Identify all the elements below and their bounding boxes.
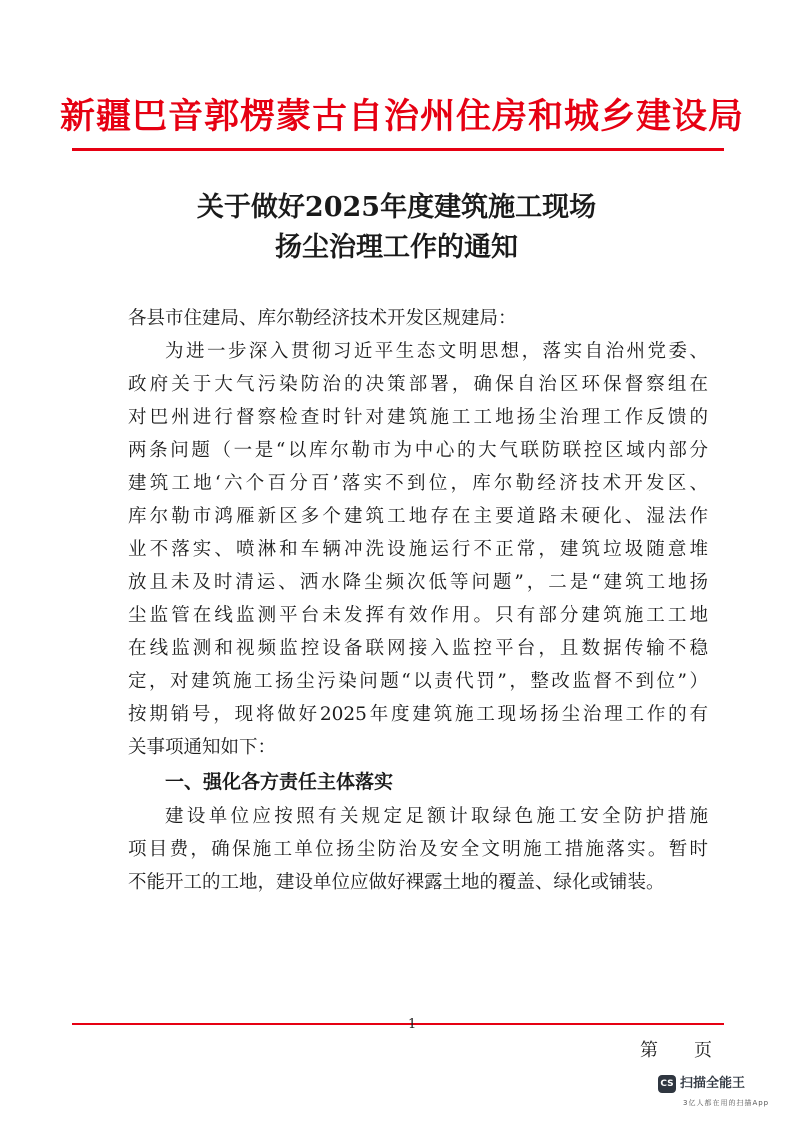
page-label <box>640 1036 712 1062</box>
paragraph-line: 为进一步深入贯彻习近平生态文明思想，落实自治州党委、 <box>165 341 708 362</box>
paragraph-line: 不能开工的工地，建设单位应做好裸露土地的覆盖、绿化或铺装。 <box>128 872 665 893</box>
paragraph-1 <box>128 335 708 764</box>
paragraph-line: 放且未及时清运、洒水降尘频次低等问题”，二是“建筑工地扬 <box>128 572 708 593</box>
paragraph-line: 对巴州进行督察检查时针对建筑施工工地扬尘治理工作反馈的 <box>128 407 708 428</box>
page-number: 1 <box>408 1017 417 1032</box>
paragraph-line: 关事项通知如下： <box>128 737 277 758</box>
scanner-tagline: 3亿人都在用的扫描App <box>683 1099 770 1107</box>
document-body <box>128 302 708 899</box>
header-red-rule <box>72 148 724 151</box>
camscanner-logo-icon: CS <box>658 1075 676 1093</box>
title-line-1: 关于做好2025年度建筑施工现场 <box>196 192 597 223</box>
scanner-app-name: 扫描全能王 <box>680 1076 746 1091</box>
paragraph-line: 在线监测和视频监控设备联网接入监控平台，且数据传输不稳 <box>128 638 708 659</box>
section-1-paragraph <box>128 800 708 899</box>
scanner-watermark <box>655 1074 785 1114</box>
paragraph-line: 按期销号，现将做好2025年度建筑施工现场扬尘治理工作的有 <box>128 704 708 725</box>
document-title <box>0 188 793 268</box>
paragraph-line: 项目费，确保施工单位扬尘防治及安全文明施工措施落实。暂时 <box>128 839 708 860</box>
salutation: 各县市住建局、库尔勒经济技术开发区规建局： <box>128 308 517 329</box>
paragraph-line: 两条问题（一是“以库尔勒市为中心的大气联防联控区域内部分 <box>128 440 708 461</box>
agency-header: 新疆巴音郭楞蒙古自治州住房和城乡建设局 <box>60 96 745 137</box>
paragraph-line: 库尔勒市鸿雁新区多个建筑工地存在主要道路未硬化、湿法作 <box>128 506 708 527</box>
footer-red-rule <box>72 1023 724 1025</box>
page-label-left: 第 <box>640 1040 658 1061</box>
paragraph-line: 建设单位应按照有关规定足额计取绿色施工安全防护措施 <box>165 806 708 827</box>
page-label-right: 页 <box>694 1040 712 1061</box>
paragraph-line: 政府关于大气污染防治的决策部署，确保自治区环保督察组在 <box>128 374 708 395</box>
paragraph-line: 业不落实、喷淋和车辆冲洗设施运行不正常，建筑垃圾随意堆 <box>128 539 708 560</box>
paragraph-line: 尘监管在线监测平台未发挥有效作用。只有部分建筑施工工地 <box>128 605 708 626</box>
section-1-heading: 一、强化各方责任主体落实 <box>165 771 394 793</box>
paragraph-line: 建筑工地‘六个百分百’落实不到位，库尔勒经济技术开发区、 <box>128 473 708 494</box>
title-line-2: 扬尘治理工作的通知 <box>275 232 518 263</box>
paragraph-line: 定，对建筑施工扬尘污染问题“以责代罚”，整改监督不到位”） <box>128 671 708 692</box>
